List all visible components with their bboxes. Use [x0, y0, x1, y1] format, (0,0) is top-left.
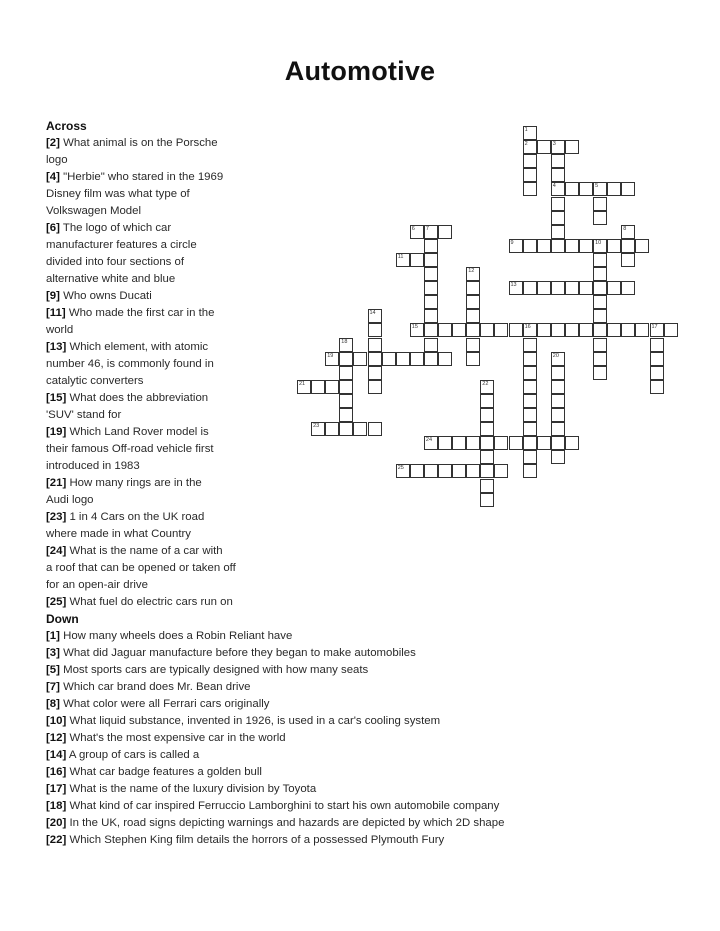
clue-text: What liquid substance, invented in 1926, is used in a car's cooling system [69, 715, 441, 727]
grid-cell[interactable] [480, 436, 494, 450]
grid-cell[interactable] [339, 408, 353, 422]
grid-cell[interactable] [565, 323, 579, 337]
cell-number: 20 [552, 352, 559, 359]
clue-number: [24] [46, 545, 67, 557]
clue-number: [19] [46, 426, 67, 438]
grid-cell[interactable] [523, 126, 537, 140]
grid-cell[interactable] [551, 422, 565, 436]
grid-cell[interactable] [523, 366, 537, 380]
grid-cell[interactable] [551, 281, 565, 295]
grid-cell[interactable] [523, 338, 537, 352]
grid-cell[interactable] [466, 323, 480, 337]
grid-cell[interactable] [537, 436, 551, 450]
cell-number: 2 [524, 141, 528, 148]
grid-cell[interactable] [452, 323, 466, 337]
grid-cell[interactable] [593, 253, 607, 267]
grid-cell[interactable] [311, 422, 325, 436]
cell-number: 8 [623, 225, 627, 232]
grid-cell[interactable] [621, 182, 635, 196]
clue-text: 1 in 4 Cars on the UK road [69, 511, 205, 523]
grid-cell[interactable] [579, 281, 593, 295]
clue-number: [17] [46, 783, 67, 795]
cell-number: 10 [595, 239, 602, 246]
clue-number: [8] [46, 698, 60, 710]
down-clue-17 [46, 781, 606, 798]
clue-number: [22] [46, 834, 67, 846]
across-clue-6 [46, 237, 251, 254]
grid-cell[interactable] [650, 323, 664, 337]
grid-cell[interactable] [466, 281, 480, 295]
grid-cell[interactable] [551, 239, 565, 253]
cell-number: 6 [411, 225, 415, 232]
cell-number: 14 [369, 310, 376, 317]
grid-cell[interactable] [424, 239, 438, 253]
grid-cell[interactable] [452, 436, 466, 450]
grid-cell[interactable] [593, 366, 607, 380]
clue-text: alternative white and blue [46, 273, 176, 285]
clue-text: Disney film was what type of [46, 188, 190, 200]
grid-cell[interactable] [523, 422, 537, 436]
grid-cell[interactable] [551, 140, 565, 154]
cell-number: 15 [411, 324, 418, 331]
clue-text: where made in what Country [46, 528, 191, 540]
down-clue-7 [46, 679, 606, 696]
across-clue-23 [46, 526, 251, 543]
clue-text: How many rings are in the [69, 477, 202, 489]
clue-number: [20] [46, 817, 67, 829]
cell-number: 7 [425, 225, 429, 232]
grid-cell[interactable] [509, 323, 523, 337]
grid-cell[interactable] [551, 182, 565, 196]
down-clue-16 [46, 764, 606, 781]
grid-cell[interactable] [551, 154, 565, 168]
down-clue-5 [46, 662, 606, 679]
down-clue-20 [46, 815, 606, 832]
grid-cell[interactable] [466, 464, 480, 478]
grid-cell[interactable] [565, 436, 579, 450]
cell-number: 5 [595, 183, 599, 190]
clue-number: [5] [46, 664, 60, 676]
grid-cell[interactable] [551, 436, 565, 450]
cell-number: 11 [397, 253, 404, 260]
grid-cell[interactable] [424, 309, 438, 323]
across-clue-4 [46, 169, 251, 186]
across-clue-13 [46, 356, 251, 373]
across-clue-2 [46, 152, 251, 169]
down-clue-18 [46, 798, 606, 815]
clue-number: [4] [46, 171, 60, 183]
grid-cell[interactable] [551, 366, 565, 380]
grid-cell[interactable] [339, 380, 353, 394]
grid-cell[interactable] [565, 239, 579, 253]
grid-cell[interactable] [523, 380, 537, 394]
grid-cell[interactable] [424, 436, 438, 450]
grid-cell[interactable] [466, 338, 480, 352]
grid-cell[interactable] [621, 323, 635, 337]
grid-cell[interactable] [325, 422, 339, 436]
grid-cell[interactable] [424, 295, 438, 309]
across-clue-19 [46, 458, 251, 475]
grid-cell[interactable] [452, 464, 466, 478]
grid-cell[interactable] [650, 366, 664, 380]
grid-cell[interactable] [509, 239, 523, 253]
grid-cell[interactable] [325, 380, 339, 394]
grid-cell[interactable] [523, 182, 537, 196]
across-clue-15 [46, 407, 251, 424]
grid-cell[interactable] [424, 338, 438, 352]
grid-cell[interactable] [537, 281, 551, 295]
clue-text: logo [46, 154, 68, 166]
across-clue-11 [46, 305, 251, 322]
cell-number: 3 [552, 141, 556, 148]
clue-text: divided into four sections of [46, 256, 185, 268]
grid-cell[interactable] [537, 239, 551, 253]
grid-cell[interactable] [593, 323, 607, 337]
grid-cell[interactable] [523, 408, 537, 422]
grid-cell[interactable] [551, 211, 565, 225]
clue-text: catalytic converters [46, 375, 144, 387]
grid-cell[interactable] [537, 140, 551, 154]
grid-cell[interactable] [438, 352, 452, 366]
grid-cell[interactable] [410, 352, 424, 366]
clue-text: Which Land Rover model is [69, 426, 209, 438]
grid-cell[interactable] [523, 394, 537, 408]
grid-cell[interactable] [480, 464, 494, 478]
grid-cell[interactable] [551, 450, 565, 464]
clue-number: [9] [46, 290, 60, 302]
grid-cell[interactable] [424, 281, 438, 295]
grid-cell[interactable] [537, 323, 551, 337]
grid-cell[interactable] [424, 253, 438, 267]
grid-cell[interactable] [410, 323, 424, 337]
grid-cell[interactable] [297, 380, 311, 394]
grid-cell[interactable] [494, 323, 508, 337]
grid-cell[interactable] [551, 408, 565, 422]
down-clue-8 [46, 696, 606, 713]
grid-cell[interactable] [368, 323, 382, 337]
grid-cell[interactable] [551, 197, 565, 211]
grid-cell[interactable] [621, 225, 635, 239]
cell-number: 9 [510, 239, 514, 246]
cell-number: 4 [552, 183, 556, 190]
grid-cell[interactable] [325, 352, 339, 366]
down-heading: Down [46, 612, 79, 626]
grid-cell[interactable] [523, 154, 537, 168]
cell-number: 19 [327, 352, 334, 359]
grid-cell[interactable] [593, 281, 607, 295]
grid-cell[interactable] [593, 211, 607, 225]
grid-cell[interactable] [523, 450, 537, 464]
grid-cell[interactable] [579, 239, 593, 253]
clue-text: Which Stephen King film details the horrors of a possessed Plymouth Fury [69, 834, 445, 846]
clue-number: [11] [46, 307, 66, 319]
grid-cell[interactable] [438, 436, 452, 450]
cell-number: 13 [510, 282, 517, 289]
grid-cell[interactable] [311, 380, 325, 394]
clue-text: Which element, with atomic [69, 341, 209, 353]
grid-cell[interactable] [410, 464, 424, 478]
grid-cell[interactable] [480, 408, 494, 422]
clue-text: Which car brand does Mr. Bean drive [63, 681, 251, 693]
grid-cell[interactable] [339, 338, 353, 352]
clue-text: Volkswagen Model [46, 205, 141, 217]
grid-cell[interactable] [438, 225, 452, 239]
clue-text: A group of cars is called a [68, 749, 200, 761]
down-clue-12 [46, 730, 606, 747]
grid-cell[interactable] [368, 366, 382, 380]
grid-cell[interactable] [494, 464, 508, 478]
grid-cell[interactable] [607, 323, 621, 337]
across-clue-13 [46, 339, 251, 356]
grid-cell[interactable] [635, 239, 649, 253]
clue-text: The logo of which car [62, 222, 172, 234]
grid-cell[interactable] [593, 182, 607, 196]
cell-number: 17 [651, 324, 658, 331]
across-heading: Across [46, 119, 87, 133]
grid-cell[interactable] [382, 352, 396, 366]
grid-cell[interactable] [607, 281, 621, 295]
grid-cell[interactable] [396, 253, 410, 267]
clue-number: [14] [46, 749, 67, 761]
clue-number: [1] [46, 630, 60, 642]
grid-cell[interactable] [593, 267, 607, 281]
clue-text: In the UK, road signs depicting warnings and hazards are depicted by which 2D shape [69, 817, 505, 829]
grid-cell[interactable] [339, 366, 353, 380]
clue-text: Who owns Ducati [63, 290, 152, 302]
clue-text: What fuel do electric cars run on [69, 596, 233, 608]
clue-text: What kind of car inspired Ferruccio Lamborghini to start his own automobile company [69, 800, 500, 812]
clue-text: introduced in 1983 [46, 460, 140, 472]
grid-cell[interactable] [424, 225, 438, 239]
clue-number: [18] [46, 800, 67, 812]
grid-cell[interactable] [368, 422, 382, 436]
grid-cell[interactable] [565, 140, 579, 154]
grid-cell[interactable] [396, 464, 410, 478]
clue-text: What did Jaguar manufacture before they began to make automobiles [63, 647, 416, 659]
across-clue-21 [46, 492, 251, 509]
clue-text: world [46, 324, 74, 336]
grid-cell[interactable] [621, 239, 635, 253]
clue-text: Most sports cars are typically designed with how many seats [63, 664, 369, 676]
grid-cell[interactable] [593, 338, 607, 352]
grid-cell[interactable] [551, 323, 565, 337]
grid-cell[interactable] [466, 267, 480, 281]
grid-cell[interactable] [650, 338, 664, 352]
grid-cell[interactable] [551, 352, 565, 366]
across-clue-4 [46, 186, 251, 203]
grid-cell[interactable] [466, 295, 480, 309]
grid-cell[interactable] [424, 323, 438, 337]
grid-cell[interactable] [523, 168, 537, 182]
clue-number: [7] [46, 681, 60, 693]
grid-cell[interactable] [466, 309, 480, 323]
grid-cell[interactable] [424, 267, 438, 281]
grid-cell[interactable] [494, 436, 508, 450]
cell-number: 25 [397, 465, 404, 472]
grid-cell[interactable] [480, 479, 494, 493]
cell-number: 12 [468, 268, 475, 274]
down-clue-10 [46, 713, 606, 730]
clue-text: What is the name of a car with [69, 545, 223, 557]
across-clue-11 [46, 322, 251, 339]
grid-cell[interactable] [523, 323, 537, 337]
page-title: Automotive [284, 56, 436, 86]
grid-cell[interactable] [565, 281, 579, 295]
grid-cell[interactable] [551, 380, 565, 394]
across-clue-6 [46, 271, 251, 288]
clue-text: What is the name of the luxury division by Toyota [69, 783, 317, 795]
grid-cell[interactable] [480, 394, 494, 408]
grid-cell[interactable] [509, 436, 523, 450]
across-clue-21 [46, 475, 251, 492]
clue-text: number 46, is commonly found in [46, 358, 214, 370]
grid-cell[interactable] [438, 464, 452, 478]
grid-cell[interactable] [593, 352, 607, 366]
across-clue-9 [46, 288, 251, 305]
clue-text: Audi logo [46, 494, 94, 506]
cell-number: 21 [299, 380, 306, 387]
clue-text: What's the most expensive car in the world [69, 732, 286, 744]
grid-cell[interactable] [579, 323, 593, 337]
grid-cell[interactable] [339, 422, 353, 436]
cell-number: 24 [425, 437, 433, 444]
clue-number: [10] [46, 715, 67, 727]
grid-cell[interactable] [480, 422, 494, 436]
grid-cell[interactable] [480, 493, 494, 507]
across-clue-6 [46, 220, 251, 237]
cell-number: 22 [482, 380, 489, 387]
grid-cell[interactable] [551, 225, 565, 239]
grid-cell[interactable] [353, 422, 367, 436]
clue-text: 'SUV' stand for [46, 409, 122, 421]
clue-number: [23] [46, 511, 67, 523]
grid-cell[interactable] [593, 309, 607, 323]
clue-text: How many wheels does a Robin Reliant have [63, 630, 293, 642]
grid-cell[interactable] [424, 352, 438, 366]
grid-cell[interactable] [635, 323, 649, 337]
grid-cell[interactable] [368, 380, 382, 394]
grid-cell[interactable] [339, 352, 353, 366]
grid-cell[interactable] [621, 253, 635, 267]
grid-cell[interactable] [664, 323, 678, 337]
grid-cell[interactable] [565, 182, 579, 196]
grid-cell[interactable] [368, 309, 382, 323]
grid-cell[interactable] [607, 182, 621, 196]
grid-cell[interactable] [523, 464, 537, 478]
grid-cell[interactable] [579, 182, 593, 196]
grid-cell[interactable] [509, 281, 523, 295]
grid-cell[interactable] [480, 380, 494, 394]
clue-number: [13] [46, 341, 67, 353]
grid-cell[interactable] [424, 464, 438, 478]
cell-number: 23 [313, 423, 320, 430]
grid-cell[interactable] [466, 352, 480, 366]
across-clue-24 [46, 543, 251, 560]
grid-cell[interactable] [593, 239, 607, 253]
across-clue-6 [46, 254, 251, 271]
down-clue-22 [46, 832, 606, 849]
across-clue-24 [46, 560, 251, 594]
clue-text: What car badge features a golden bull [69, 766, 262, 778]
clue-text: What animal is on the Porsche [63, 137, 218, 149]
grid-cell[interactable] [410, 225, 424, 239]
clue-text: their famous Off-road vehicle first [46, 443, 214, 455]
grid-cell[interactable] [480, 323, 494, 337]
cell-number: 16 [524, 324, 531, 331]
cell-number: 1 [524, 127, 528, 133]
grid-cell[interactable] [551, 168, 565, 182]
cell-number: 18 [341, 338, 348, 345]
grid-cell[interactable] [438, 323, 452, 337]
grid-cell[interactable] [368, 338, 382, 352]
grid-cell[interactable] [593, 197, 607, 211]
clue-number: [16] [46, 766, 67, 778]
grid-cell[interactable] [523, 436, 537, 450]
grid-cell[interactable] [650, 352, 664, 366]
across-clue-19 [46, 441, 251, 458]
across-clue-19 [46, 424, 251, 441]
clue-text: a roof that can be opened or taken off for an open-air drive [46, 562, 236, 591]
clue-text: "Herbie" who stared in the 1969 [63, 171, 224, 183]
grid-cell[interactable] [621, 281, 635, 295]
across-clue-13 [46, 373, 251, 390]
down-clue-14 [46, 747, 606, 764]
across-clue-15 [46, 390, 251, 407]
grid-cell[interactable] [593, 295, 607, 309]
clue-number: [3] [46, 647, 60, 659]
grid-cell[interactable] [480, 450, 494, 464]
clue-number: [21] [46, 477, 67, 489]
clue-number: [25] [46, 596, 67, 608]
grid-cell[interactable] [523, 140, 537, 154]
across-clue-23 [46, 509, 251, 526]
grid-cell[interactable] [466, 436, 480, 450]
clue-text: What does the abbreviation [69, 392, 209, 404]
clues-panel [46, 118, 606, 849]
clue-text: What color were all Ferrari cars originally [63, 698, 270, 710]
grid-cell[interactable] [650, 380, 664, 394]
down-clue-1 [46, 628, 606, 645]
grid-cell[interactable] [551, 394, 565, 408]
across-clue-25 [46, 594, 606, 611]
grid-cell[interactable] [523, 352, 537, 366]
grid-cell[interactable] [607, 239, 621, 253]
grid-cell[interactable] [368, 352, 382, 366]
clue-number: [12] [46, 732, 67, 744]
clue-text: manufacturer features a circle [46, 239, 197, 251]
grid-cell[interactable] [396, 352, 410, 366]
clue-text: Who made the first car in the [68, 307, 215, 319]
clue-number: [6] [46, 222, 60, 234]
clue-number: [2] [46, 137, 60, 149]
grid-cell[interactable] [410, 253, 424, 267]
down-clue-3 [46, 645, 606, 662]
grid-cell[interactable] [339, 394, 353, 408]
across-clue-4 [46, 203, 251, 220]
clue-number: [15] [46, 392, 67, 404]
grid-cell[interactable] [523, 239, 537, 253]
grid-cell[interactable] [353, 352, 367, 366]
grid-cell[interactable] [523, 281, 537, 295]
down-clue-list [46, 628, 606, 849]
across-clue-2 [46, 135, 251, 152]
